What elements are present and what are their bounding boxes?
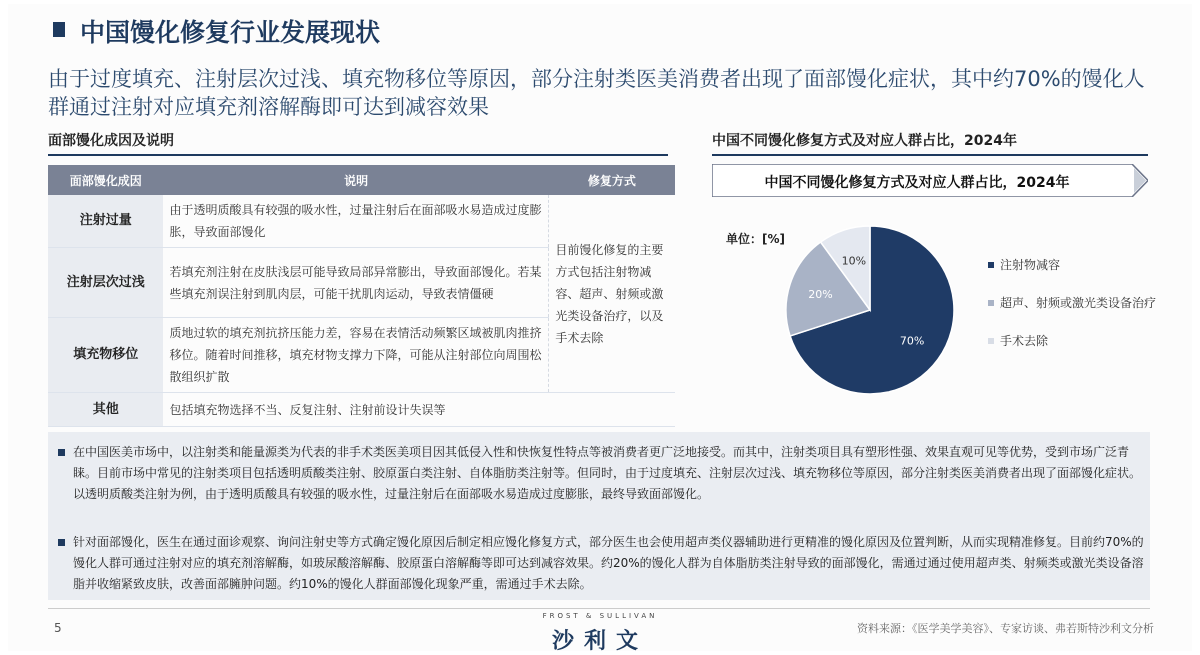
bullet-square-icon (58, 539, 65, 546)
table-cell-fix: 目前馒化修复的主要方式包括注射物减容、超声、射频或激光类设备治疗，以及手术去除 (549, 195, 675, 393)
page-number: 5 (54, 621, 62, 635)
legend-label: 注射物减容 (1000, 258, 1061, 272)
bullet-square-icon (58, 449, 65, 456)
table-cell-cause: 其他 (48, 393, 163, 427)
table-header-fix: 修复方式 (549, 165, 675, 195)
summary-box (48, 432, 1150, 600)
footer-divider (48, 608, 1150, 609)
table-cell-desc: 包括填充物选择不当、反复注射、注射前设计失误等 (163, 393, 675, 427)
table-header-cause: 面部馒化成因 (48, 165, 163, 195)
brand-logo-en: FROST & SULLIVAN (542, 612, 658, 620)
chart-legend (988, 255, 1158, 369)
chart-section-heading: 中国不同馒化修复方式及对应人群占比，2024年 (712, 130, 1148, 156)
table-cell-cause: 注射层次过浅 (48, 248, 163, 318)
table-cell-cause: 注射过量 (48, 195, 163, 248)
page-title: 中国馒化修复行业发展现状 (80, 18, 381, 47)
summary-paragraph (58, 442, 1144, 505)
legend-swatch (988, 338, 994, 344)
pie-slice-label: 70% (899, 334, 925, 348)
chart-unit: 单位：[%] (726, 232, 785, 246)
table-cell-desc: 质地过软的填充剂抗挤压能力差，容易在表情活动频繁区域被肌肉推挤移位。随着时间推移，填充材物支撑力下降，可能从注射部位向周围松散组织扩散 (163, 318, 548, 393)
table-section-heading: 面部馒化成因及说明 (48, 130, 668, 156)
table-row (48, 195, 675, 248)
cause-table (48, 165, 675, 427)
table-header-desc: 说明 (163, 165, 548, 195)
brand-logo-cn: 沙利文 (551, 629, 648, 654)
table-cell-cause: 填充物移位 (48, 318, 163, 393)
table-cell-desc: 由于透明质酸具有较强的吸水性，过量注射后在面部吸水易造成过度膨胀，导致面部馒化 (163, 195, 548, 248)
pie-slice-label: 20% (808, 287, 833, 301)
summary-paragraph (58, 532, 1144, 595)
table-header-row (48, 165, 675, 195)
summary-paragraph-text: 针对面部馒化，医生在通过面诊观察、询问注射史等方式确定馒化原因后制定相应馒化修复方式，部分医生也会使用超声类仪器辅助进行更精准的馒化原因及位置判断，从而实现精准修复。目前约70%的馒化人群可通过注射对应的填充剂溶解酶，如玻尿酸溶解酶、胶原蛋白溶解酶等即可达到减容效果。约20%的馒化人群为自体脂肪类注射导致的面部馒化，需通过通过使用超声类、射频类或激光类设备溶脂并收缩紧致皮肤，改善面部臃肿问题。约10%的馒化人群面部馒化现象严重，需通过手术去除。 (73, 535, 1144, 591)
legend-label: 手术去除 (1000, 334, 1049, 348)
legend-label: 超声、射频或激光类设备治疗 (1000, 296, 1157, 310)
chart-title: 中国不同馒化修复方式及对应人群占比，2024年 (764, 175, 1070, 191)
legend-item (988, 255, 1158, 275)
source-note: 资料来源：《医学美学美容》、专家访谈、弗若斯特沙利文分析 (857, 622, 1154, 635)
pie-slice-label: 10% (841, 254, 867, 268)
legend-item (988, 293, 1158, 313)
legend-swatch (988, 262, 994, 268)
legend-item (988, 331, 1158, 351)
title-marker (53, 22, 65, 37)
legend-swatch (988, 300, 994, 306)
summary-paragraph-text: 在中国医美市场中，以注射类和能量源类为代表的非手术类医美项目因其低侵入性和快恢复性特点等被消费者更广泛地接受。而其中，注射类项目具有塑形性强、效果直观可见等优势，受到市场广泛青睐。目前市场中常见的注射类项目包括透明质酸类注射、胶原蛋白类注射、自体脂肪类注射等。但同时，由于过度填充、注射层次过浅、填充物移位等原因，部分注射类医美消费者出现了面部馒化症状。以透明质酸类注射为例，由于透明质酸具有较强的吸水性，过量注射后在面部吸水易造成过度膨胀，最终导致面部馒化。 (73, 445, 1142, 501)
table-row (48, 393, 675, 427)
page-subtitle: 由于过度填充、注射层次过浅、填充物移位等原因，部分注射类医美消费者出现了面部馒化症状，其中约70%的馒化人群通过注射对应填充剂溶解酶即可达到减容效果 (48, 67, 1145, 119)
table-cell-desc: 若填充剂注射在皮肤浅层可能导致局部异常膨出，导致面部馒化。若某些填充剂误注射到肌肉层，可能干扰肌肉运动，导致表情僵硬 (163, 248, 548, 318)
pie-chart (770, 225, 970, 395)
